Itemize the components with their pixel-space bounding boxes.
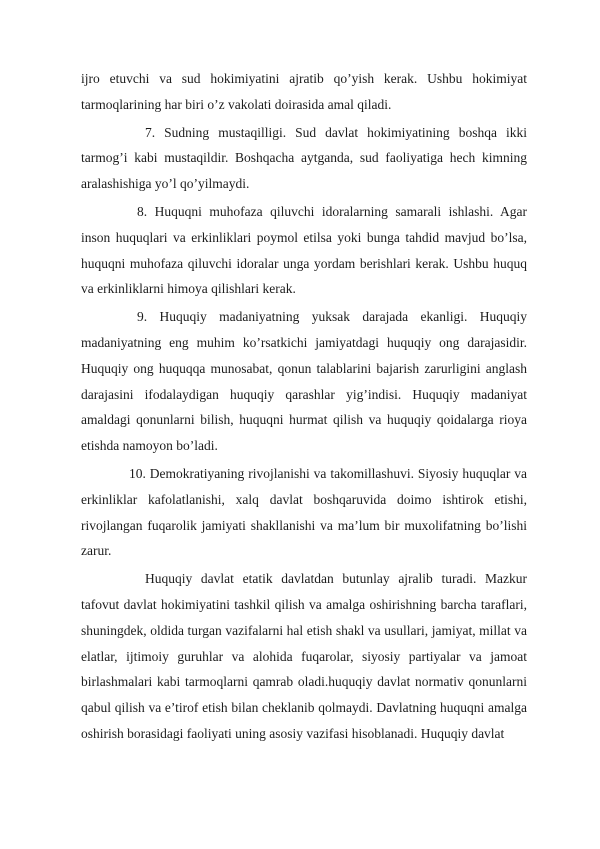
paragraph-separation-of-powers: ijro etuvchi va sud hokimiyatini ajratib qo’yish kerak. Ushbu hokimiyat tarmoqlarining har biri o’z vakolati doirasida amal qiladi. — [81, 71, 527, 112]
paragraph-law-enforcement: 8. Huquqni muhofaza qiluvchi idoralarning samarali ishlashi. Agar inson huquqlari va erkinliklari poymol etilsa yoki bunga tahdid mavjud bo’lsa, huquqni muhofaza qiluvchi idoralar unga yordam berishlari kerak. Ushbu huquq va erkinliklarni himoya qilishlari kerak. — [81, 203, 527, 297]
paragraph-democracy: 10. Demokratiyaning rivojlanishi va takomillashuvi. Siyosiy huquqlar va erkinliklar kafolatlanishi, xalq davlat boshqaruvida doimo ishtirok etishi, rivojlangan fuqarolik jamiyati shakllanishi va ma’lum bir muxolifatning bo’lishi zarur. — [81, 465, 527, 559]
paragraph-court-independence: 7. Sudning mustaqilligi. Sud davlat hokimiyatining boshqa ikki tarmog’i kabi mustaqildir. Boshqacha aytganda, sud faoliyatiga hech kimning aralashishiga yo’l qo’yilmaydi. — [81, 124, 527, 192]
paragraph-legal-culture: 9. Huquqiy madaniyatning yuksak darajada ekanligi. Huquqiy madaniyatning eng muhim ko’rsatkichi jamiyatdagi huquqiy ong darajasidir. Huquqiy ong huquqqa munosabat, qonun talablarini bajarish zarurligini anglash darajasini ifodalaydigan huquqiy qarashlar yig’indisi. Huquqiy madaniyat amaldagi qonunlarni bilish, huquqni hurmat qilish va huquqiy qoidalarga rioya etishda namoyon bo’ladi. — [81, 309, 527, 454]
document-page — [81, 66, 527, 749]
paragraph-rule-of-law-state: Huquqiy davlat etatik davlatdan butunlay ajralib turadi. Mazkur tafovut davlat hokimiyatini tashkil qilish va amalga oshirishning barcha taraflari, shuningdek, oldida turgan vazifalarni hal etish shakl va usullari, jamiyat, millat va elatlar, ijtimoiy guruhlar va alohida fuqarolar, siyosiy partiyalar va jamoat birlashmalari kabi tarmoqlarni qamrab oladi.huquqiy davlat normativ qonunlarni qabul qilish va e’tirof etish bilan cheklanib qolmaydi. Davlatning huquqni amalga oshirish borasidagi faoliyati uning asosiy vazifasi hisoblanadi. Huquqiy davlat — [81, 571, 527, 741]
